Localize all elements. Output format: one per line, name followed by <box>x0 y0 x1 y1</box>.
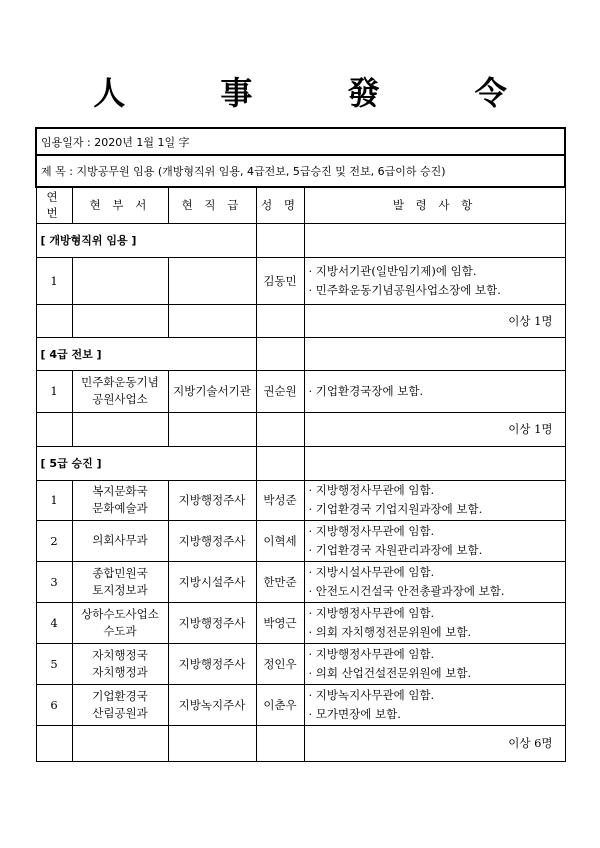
table-row <box>36 561 565 602</box>
row-department <box>72 684 168 725</box>
section-total-row <box>36 725 565 761</box>
empty-cell <box>72 725 168 761</box>
row-number: 1 <box>36 370 72 412</box>
empty-cell <box>36 304 72 337</box>
section-title-row <box>36 337 565 370</box>
document-title: 人 事 發 令 <box>93 74 549 112</box>
row-department <box>72 257 168 304</box>
row-department <box>72 602 168 643</box>
department-line: 토지정보과 <box>92 582 148 597</box>
table-row <box>36 520 565 561</box>
department-line: 수도과 <box>103 623 137 638</box>
order-line: · 지방행정사무관에 임함. <box>308 483 435 497</box>
row-department <box>72 561 168 602</box>
row-grade: 지방행정주사 <box>168 480 256 520</box>
row-grade <box>168 257 256 304</box>
row-department <box>72 643 168 684</box>
row-name: 정인우 <box>256 643 304 684</box>
table-row <box>36 602 565 643</box>
row-grade: 지방시설주사 <box>168 561 256 602</box>
empty-cell <box>304 337 565 370</box>
subject-line: 제 목 : 지방공무원 임용 (개방형직위 임용, 4급전보, 5급승진 및 전보, 6급이하 승진) <box>36 155 565 187</box>
section-title: [ 4급 전보 ] <box>36 337 256 370</box>
department-line: 상하수도사업소 <box>81 606 159 621</box>
section-title: [ 5급 승진 ] <box>36 446 256 480</box>
row-orders <box>304 370 565 412</box>
row-name: 한만준 <box>256 561 304 602</box>
header-grade: 현 직 급 <box>168 187 256 223</box>
row-grade: 지방녹지주사 <box>168 684 256 725</box>
order-line: · 지방시설사무관에 임함. <box>308 564 435 579</box>
empty-cell <box>304 446 565 480</box>
empty-cell <box>256 412 304 446</box>
order-line: · 기업환경국 자원관리과장에 보함. <box>308 542 483 557</box>
row-name: 박성준 <box>256 480 304 520</box>
row-orders <box>304 480 565 520</box>
row-orders <box>304 602 565 643</box>
table-row <box>36 257 565 304</box>
row-orders <box>304 257 565 304</box>
row-department <box>72 370 168 412</box>
header-orders: 발 령 사 항 <box>304 187 565 223</box>
row-name: 이혁세 <box>256 520 304 561</box>
row-grade: 지방행정주사 <box>168 602 256 643</box>
row-grade: 지방행정주사 <box>168 643 256 684</box>
empty-cell <box>256 223 304 257</box>
empty-cell <box>168 412 256 446</box>
row-name: 박영근 <box>256 602 304 643</box>
section-title: [ 개방형직위 임용 ] <box>36 223 256 257</box>
department-line: 문화예술과 <box>92 501 148 515</box>
department-line: 민주화운동기념 <box>81 375 159 389</box>
row-number: 5 <box>36 643 72 684</box>
empty-cell <box>72 412 168 446</box>
header-row <box>36 187 565 223</box>
row-orders <box>304 520 565 561</box>
row-name: 이춘우 <box>256 684 304 725</box>
table-row <box>36 370 565 412</box>
header-dept: 현 부 서 <box>72 187 168 223</box>
row-orders <box>304 643 565 684</box>
header-name: 성 명 <box>256 187 304 223</box>
department-line: 공원사업소 <box>92 392 148 406</box>
row-grade: 지방행정주사 <box>168 520 256 561</box>
order-line: · 지방행정사무관에 임함. <box>308 523 435 538</box>
department-line: 기업환경국 <box>92 688 148 703</box>
row-number: 3 <box>36 561 72 602</box>
order-line: · 지방녹지사무관에 임함. <box>308 687 435 702</box>
order-line: · 기업환경국장에 보함. <box>308 383 424 398</box>
department-line: 복지문화국 <box>92 484 148 498</box>
empty-cell <box>256 446 304 480</box>
row-number: 1 <box>36 480 72 520</box>
department-line: 의회사무과 <box>92 533 148 547</box>
section-total-row <box>36 412 565 446</box>
empty-cell <box>256 337 304 370</box>
table-row <box>36 684 565 725</box>
empty-cell <box>36 725 72 761</box>
empty-cell <box>168 304 256 337</box>
empty-cell <box>256 725 304 761</box>
row-name: 김동민 <box>256 257 304 304</box>
row-orders <box>304 561 565 602</box>
order-line: · 지방서기관(일반임기제)에 임함. <box>308 263 477 278</box>
section-total: 이상 1명 <box>304 412 565 446</box>
department-line: 자치행정국 <box>92 647 148 662</box>
date-line: 임용일자 : 2020년 1월 1일 字 <box>36 128 565 155</box>
header-no: 연번 <box>36 187 72 223</box>
row-orders <box>304 684 565 725</box>
order-line: · 모가면장에 보함. <box>308 706 401 721</box>
row-department <box>72 520 168 561</box>
section-title-row <box>36 223 565 257</box>
table-row <box>36 643 565 684</box>
section-title-row <box>36 446 565 480</box>
row-department <box>72 480 168 520</box>
empty-cell <box>168 725 256 761</box>
appointment-table <box>35 127 566 762</box>
order-line: · 안전도시건설국 안전총괄과장에 보함. <box>308 583 505 598</box>
order-line: · 민주화운동기념공원사업소장에 보함. <box>308 282 501 297</box>
row-grade: 지방기술서기관 <box>168 370 256 412</box>
section-total-row <box>36 304 565 337</box>
empty-cell <box>72 304 168 337</box>
order-line: · 지방행정사무관에 임함. <box>308 605 435 620</box>
empty-cell <box>304 223 565 257</box>
empty-cell <box>256 304 304 337</box>
order-line: · 지방행정사무관에 임함. <box>308 646 435 661</box>
row-name: 권순원 <box>256 370 304 412</box>
department-line: 자치행정과 <box>92 664 148 679</box>
row-number: 4 <box>36 602 72 643</box>
row-number: 1 <box>36 257 72 304</box>
section-total: 이상 1명 <box>304 304 565 337</box>
row-number: 2 <box>36 520 72 561</box>
department-line: 종합민원국 <box>92 565 148 580</box>
row-number: 6 <box>36 684 72 725</box>
order-line: · 의회 산업건설전문위원에 보함. <box>308 665 472 680</box>
table-row <box>36 480 565 520</box>
order-line: · 의회 자치행정전문위원에 보함. <box>308 624 472 639</box>
order-line: · 기업환경국 기업지원과장에 보함. <box>308 502 483 516</box>
empty-cell <box>36 412 72 446</box>
section-total: 이상 6명 <box>304 725 565 761</box>
department-line: 산림공원과 <box>92 705 148 720</box>
